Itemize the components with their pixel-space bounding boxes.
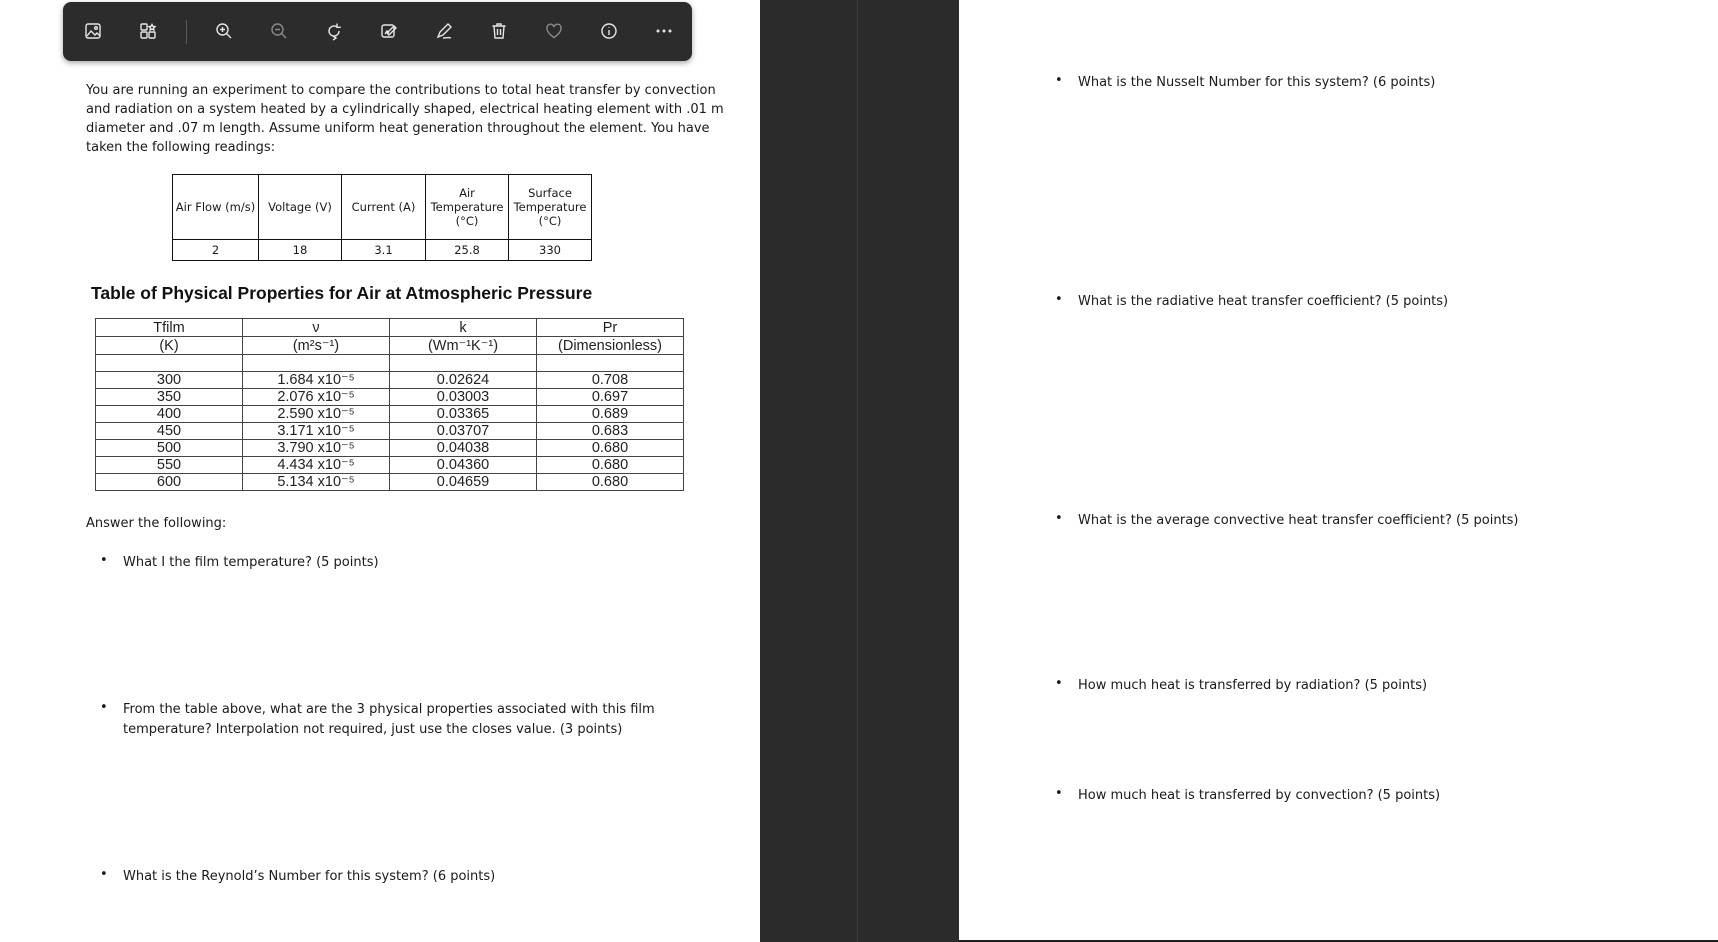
properties-cell: 450 (96, 423, 243, 440)
intro-line: diameter and .07 m length. Assume uniform heat generation throughout the element. You have (86, 121, 710, 136)
properties-cell: 5.134 x10⁻⁵ (243, 474, 390, 491)
bullet: • (100, 700, 108, 715)
properties-header: ν (243, 319, 390, 337)
properties-cell: 0.03707 (390, 423, 537, 440)
problem-statement (86, 81, 724, 157)
properties-unit: (Dimensionless) (537, 337, 684, 355)
properties-cell: 2.590 x10⁻⁵ (243, 406, 390, 423)
document-page-right (959, 0, 1718, 940)
properties-row (96, 440, 684, 457)
intro-line: You are running an experiment to compare the contributions to total heat transfer by convection (86, 83, 716, 98)
question-text: How much heat is transferred by convection? (5 points) (1078, 788, 1441, 803)
properties-cell: 1.684 x10⁻⁵ (243, 372, 390, 389)
properties-cell: 0.03365 (390, 406, 537, 423)
readings-row (173, 240, 592, 261)
favorite-icon[interactable] (539, 16, 569, 46)
properties-cell: 300 (96, 372, 243, 389)
bullet: • (1055, 292, 1063, 307)
properties-cell: 4.434 x10⁻⁵ (243, 457, 390, 474)
readings-cell: 330 (509, 240, 592, 261)
properties-row (96, 372, 684, 389)
question-text: What is the Reynold’s Number for this system? (6 points) (123, 869, 496, 884)
document-page-left (0, 0, 760, 942)
properties-row (96, 389, 684, 406)
properties-cell: 0.03003 (390, 389, 537, 406)
properties-header-row (96, 319, 684, 337)
question-text: What is the radiative heat transfer coefficient? (5 points) (1078, 294, 1449, 309)
page-divider (857, 0, 858, 942)
readings-cell: 3.1 (342, 240, 426, 261)
properties-cell: 0.680 (537, 457, 684, 474)
intro-line: taken the following readings: (86, 140, 276, 155)
properties-cell: 500 (96, 440, 243, 457)
intro-line: and radiation on a system heated by a cylindrically shaped, electrical heating element with .01 m (86, 102, 724, 117)
question-text: How much heat is transferred by radiation? (5 points) (1078, 678, 1428, 693)
delete-icon[interactable] (484, 16, 514, 46)
readings-cell: 18 (259, 240, 342, 261)
properties-header: k (390, 319, 537, 337)
properties-cell: 0.04360 (390, 457, 537, 474)
properties-unit: (K) (96, 337, 243, 355)
zoom-out-icon[interactable] (264, 16, 294, 46)
properties-row (96, 474, 684, 491)
toolbar-divider (186, 20, 187, 44)
question-text: What I the film temperature? (5 points) (123, 555, 379, 570)
properties-cell: 600 (96, 474, 243, 491)
properties-cell: 550 (96, 457, 243, 474)
properties-unit: (Wm⁻¹K⁻¹) (390, 337, 537, 355)
readings-header: Air Flow (m/s) (173, 175, 259, 240)
readings-header: Current (A) (342, 175, 426, 240)
properties-body (96, 372, 684, 491)
bullet: • (1055, 511, 1063, 526)
properties-cell: 0.04038 (390, 440, 537, 457)
properties-row (96, 457, 684, 474)
properties-cell: 0.689 (537, 406, 684, 423)
properties-cell: 400 (96, 406, 243, 423)
image-viewer-toolbar (63, 2, 692, 61)
properties-unit: (m²s⁻¹) (243, 337, 390, 355)
page-gap (760, 0, 959, 942)
properties-header: Tfilm (96, 319, 243, 337)
readings-cell: 2 (173, 240, 259, 261)
question-text: What is the Nusselt Number for this system? (6 points) (1078, 75, 1436, 90)
properties-cell: 0.697 (537, 389, 684, 406)
properties-header: Pr (537, 319, 684, 337)
properties-cell: 2.076 x10⁻⁵ (243, 389, 390, 406)
properties-cell: 3.171 x10⁻⁵ (243, 423, 390, 440)
draw-icon[interactable] (429, 16, 459, 46)
readings-table (172, 174, 592, 261)
properties-cell: 0.708 (537, 372, 684, 389)
bullet: • (1055, 676, 1063, 691)
zoom-in-icon[interactable] (209, 16, 239, 46)
readings-cell: 25.8 (426, 240, 509, 261)
bullet: • (1055, 786, 1063, 801)
properties-cell: 350 (96, 389, 243, 406)
readings-header-row (173, 175, 592, 240)
readings-header: Surface Temperature (°C) (509, 175, 592, 240)
edit-image-icon[interactable] (374, 16, 404, 46)
properties-spacer-row (96, 355, 684, 372)
question-text: temperature? Interpolation not required, just use the closes value. (3 points) (123, 722, 623, 737)
properties-row (96, 406, 684, 423)
properties-cell: 0.683 (537, 423, 684, 440)
bullet: • (1055, 73, 1063, 88)
properties-cell: 0.04659 (390, 474, 537, 491)
image-icon[interactable] (78, 16, 108, 46)
question-text: What is the average convective heat transfer coefficient? (5 points) (1078, 513, 1519, 528)
properties-cell: 0.680 (537, 474, 684, 491)
properties-cell: 3.790 x10⁻⁵ (243, 440, 390, 457)
properties-table-title: Table of Physical Properties for Air at Atmospheric Pressure (91, 283, 593, 303)
info-icon[interactable] (594, 16, 624, 46)
properties-units-row (96, 337, 684, 355)
more-icon[interactable] (649, 16, 679, 46)
question-text: From the table above, what are the 3 physical properties associated with this film (123, 702, 655, 717)
properties-row (96, 423, 684, 440)
readings-header: Voltage (V) (259, 175, 342, 240)
rotate-icon[interactable] (319, 16, 349, 46)
properties-cell: 0.02624 (390, 372, 537, 389)
bullet: • (100, 553, 108, 568)
properties-table (95, 318, 684, 491)
gallery-icon[interactable] (133, 16, 163, 46)
readings-header: Air Temperature (°C) (426, 175, 509, 240)
properties-cell: 0.680 (537, 440, 684, 457)
bullet: • (100, 867, 108, 882)
answer-label: Answer the following: (86, 516, 227, 531)
